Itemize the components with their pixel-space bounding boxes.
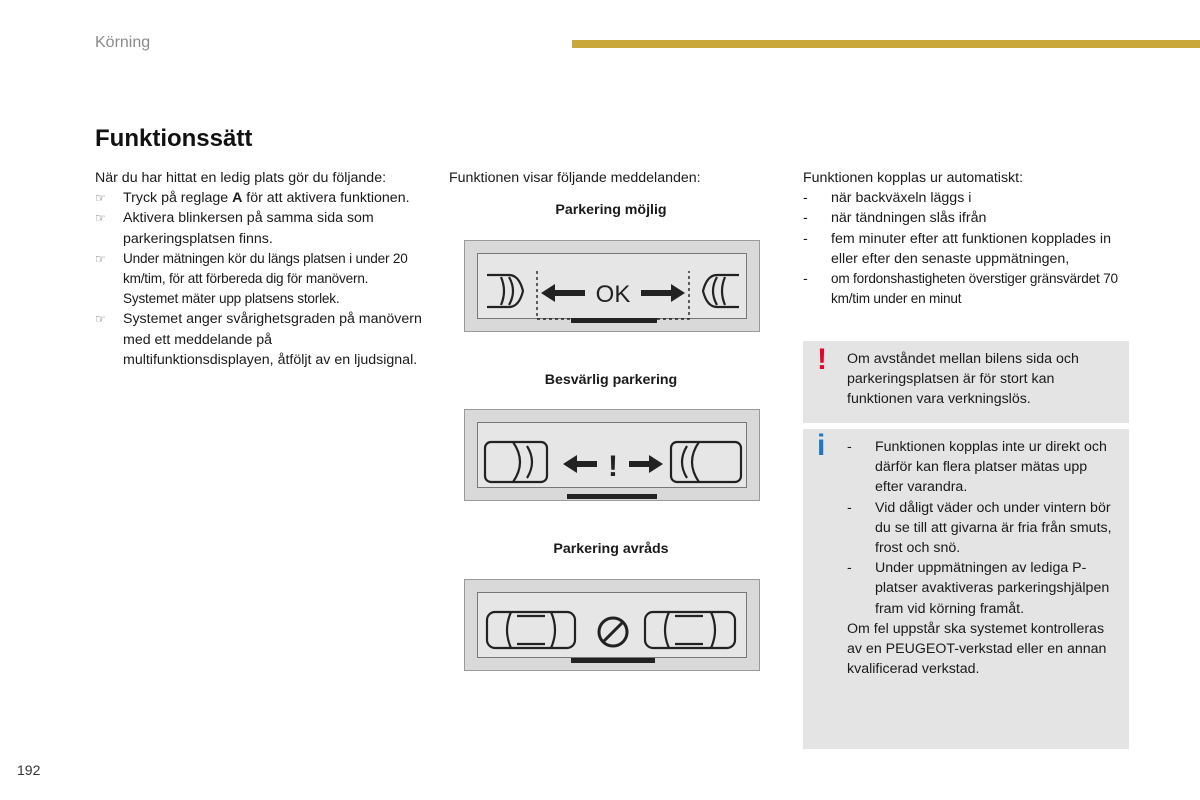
control-label: A: [232, 190, 243, 207]
exclamation-label: !: [608, 450, 618, 483]
column-instructions: [95, 168, 425, 370]
list-item: - Under uppmätningen av lediga P-platser avaktiveras parkeringshjälpen fram vid körning framåt.: [847, 560, 1110, 617]
caption-parking-difficult: Besvärlig parkering: [544, 372, 678, 388]
info-note: [803, 429, 1129, 749]
step-text-post: för att aktivera funktionen.: [242, 190, 410, 207]
info-body: [847, 437, 1117, 679]
parking-ok-display: [464, 240, 760, 332]
messages-intro: Funktionen visar följande meddelanden:: [449, 170, 701, 186]
header-accent-bar: [572, 40, 1200, 48]
info-icon: i: [817, 429, 826, 462]
parking-difficult-display: [464, 409, 760, 501]
list-item: [95, 208, 425, 248]
list-item: - fem minuter efter att funktionen kopplades in eller efter den senaste uppmätningen,: [803, 230, 1111, 267]
parking-not-recommended-graphic: [465, 580, 761, 672]
pointing-hand-icon: ☞: [95, 312, 106, 327]
page-title: Funktionssätt: [95, 125, 253, 152]
column-auto-deactivation: [803, 168, 1133, 309]
step-text: Under mätningen kör du längs platsen i under 20 km/tim, för att förbereda dig för manövern. Systemet mäter upp platsens storlek.: [123, 250, 408, 307]
instructions-intro: När du har hittat en ledig plats gör du följande:: [95, 170, 387, 186]
pointing-hand-icon: ☞: [95, 251, 106, 266]
warning-note: [803, 341, 1129, 423]
caption-parking-possible: Parkering möjlig: [555, 202, 667, 218]
caption-parking-not-recommended: Parkering avråds: [553, 541, 669, 557]
warning-icon: !: [817, 343, 827, 376]
step-text-pre: Tryck på reglage: [123, 190, 233, 207]
list-item: - Vid dåligt väder och under vintern bör du se till att givarna är fria från smuts, frost och snö.: [847, 499, 1112, 557]
list-item: - när backväxeln läggs i: [803, 190, 972, 207]
pointing-hand-icon: ☞: [95, 191, 106, 206]
list-item: [95, 309, 425, 370]
step-text: Aktivera blinkersen på samma sida som parkeringsplatsen finns.: [123, 210, 374, 247]
pointing-hand-icon: ☞: [95, 211, 106, 226]
parking-not-recommended-display: [464, 579, 760, 671]
step-text: Systemet anger svårighetsgraden på manövern med ett meddelande på multifunktionsdisplayen, åtföljt av en ljudsignal.: [123, 311, 422, 368]
info-footer: Om fel uppstår ska systemet kontrolleras av en PEUGEOT-verkstad eller en annan kvalificerad verkstad.: [847, 620, 1107, 678]
list-item: - om fordonshastigheten överstiger gränsvärdet 70 km/tim under en minut: [803, 271, 1118, 307]
warning-text: Om avståndet mellan bilens sida och parkeringsplatsen är för stort kan funktionen vara verkningslös.: [847, 351, 1079, 408]
deactivation-intro: Funktionen kopplas ur automatiskt:: [803, 170, 1024, 186]
parking-difficult-graphic: [465, 410, 761, 502]
parking-ok-graphic: [465, 241, 761, 333]
section-header: Körning: [95, 34, 151, 51]
list-item: [95, 249, 425, 310]
page-number: 192: [17, 762, 41, 778]
ok-label: OK: [595, 281, 631, 308]
list-item: - Funktionen kopplas inte ur direkt och därför kan flera platser mätas upp efter varandra.: [847, 439, 1107, 496]
list-item: [95, 188, 425, 208]
list-item: - när tändningen slås ifrån: [803, 210, 987, 227]
